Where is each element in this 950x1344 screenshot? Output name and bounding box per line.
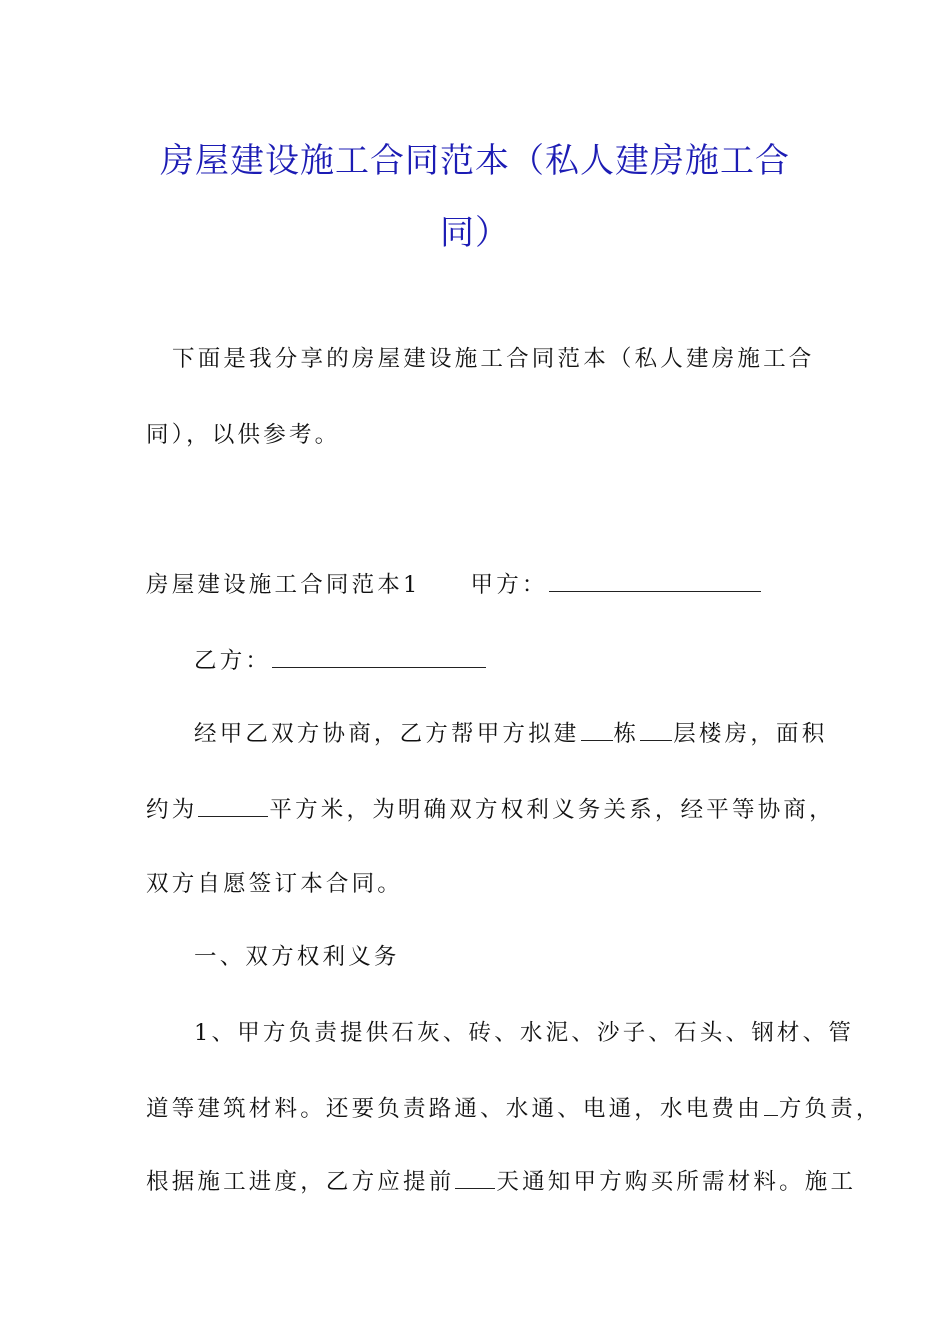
item-1-line-1: 1、甲方负责提供石灰、砖、水泥、沙子、石头、钢材、管	[194, 1020, 855, 1046]
item-1-line-2	[146, 1093, 882, 1124]
party-a-label: 甲方：	[470, 572, 548, 598]
contract-heading-row	[146, 569, 762, 600]
building-count-blank	[581, 718, 613, 741]
p1-text-e: 平方米，为明确双方权利义务关系，经平等协商，	[269, 797, 835, 823]
intro-line-2: 同），以供参考。	[146, 422, 341, 448]
paragraph-1-line-3: 双方自愿签订本合同。	[146, 871, 404, 897]
floor-count-blank	[640, 718, 672, 741]
item1-text-b: 方负责，	[778, 1096, 882, 1122]
p1-text-a: 经甲乙双方协商，乙方帮甲方拟建	[194, 721, 580, 747]
p1-text-b: 栋	[613, 721, 640, 747]
item1-text-a: 道等建筑材料。还要负责路通、水通、电通，水电费由	[146, 1096, 763, 1122]
section-1-title: 一、双方权利义务	[194, 944, 400, 970]
party-a-blank	[549, 569, 761, 592]
notice-days-blank	[455, 1166, 495, 1189]
p1-text-d: 约为	[146, 797, 198, 823]
document-title-line-1: 房屋建设施工合同范本（私人建房施工合	[160, 141, 790, 181]
area-blank	[198, 794, 268, 817]
item1-text-d: 天通知甲方购买所需材料。施工	[496, 1169, 857, 1195]
p1-text-c: 层楼房，面积	[673, 721, 828, 747]
contract-heading: 房屋建设施工合同范本1	[146, 572, 421, 598]
party-b-row	[194, 645, 487, 676]
item1-text-c: 根据施工进度，乙方应提前	[146, 1169, 455, 1195]
utility-payer-blank	[764, 1093, 778, 1116]
document-title-line-2: 同）	[440, 213, 510, 253]
paragraph-1-line-1	[194, 718, 827, 749]
paragraph-1-line-2	[146, 794, 835, 825]
intro-line-1: 下面是我分享的房屋建设施工合同范本（私人建房施工合	[172, 346, 815, 372]
party-b-blank	[272, 645, 486, 668]
item-1-line-3	[146, 1166, 856, 1197]
party-b-label: 乙方：	[194, 648, 272, 674]
